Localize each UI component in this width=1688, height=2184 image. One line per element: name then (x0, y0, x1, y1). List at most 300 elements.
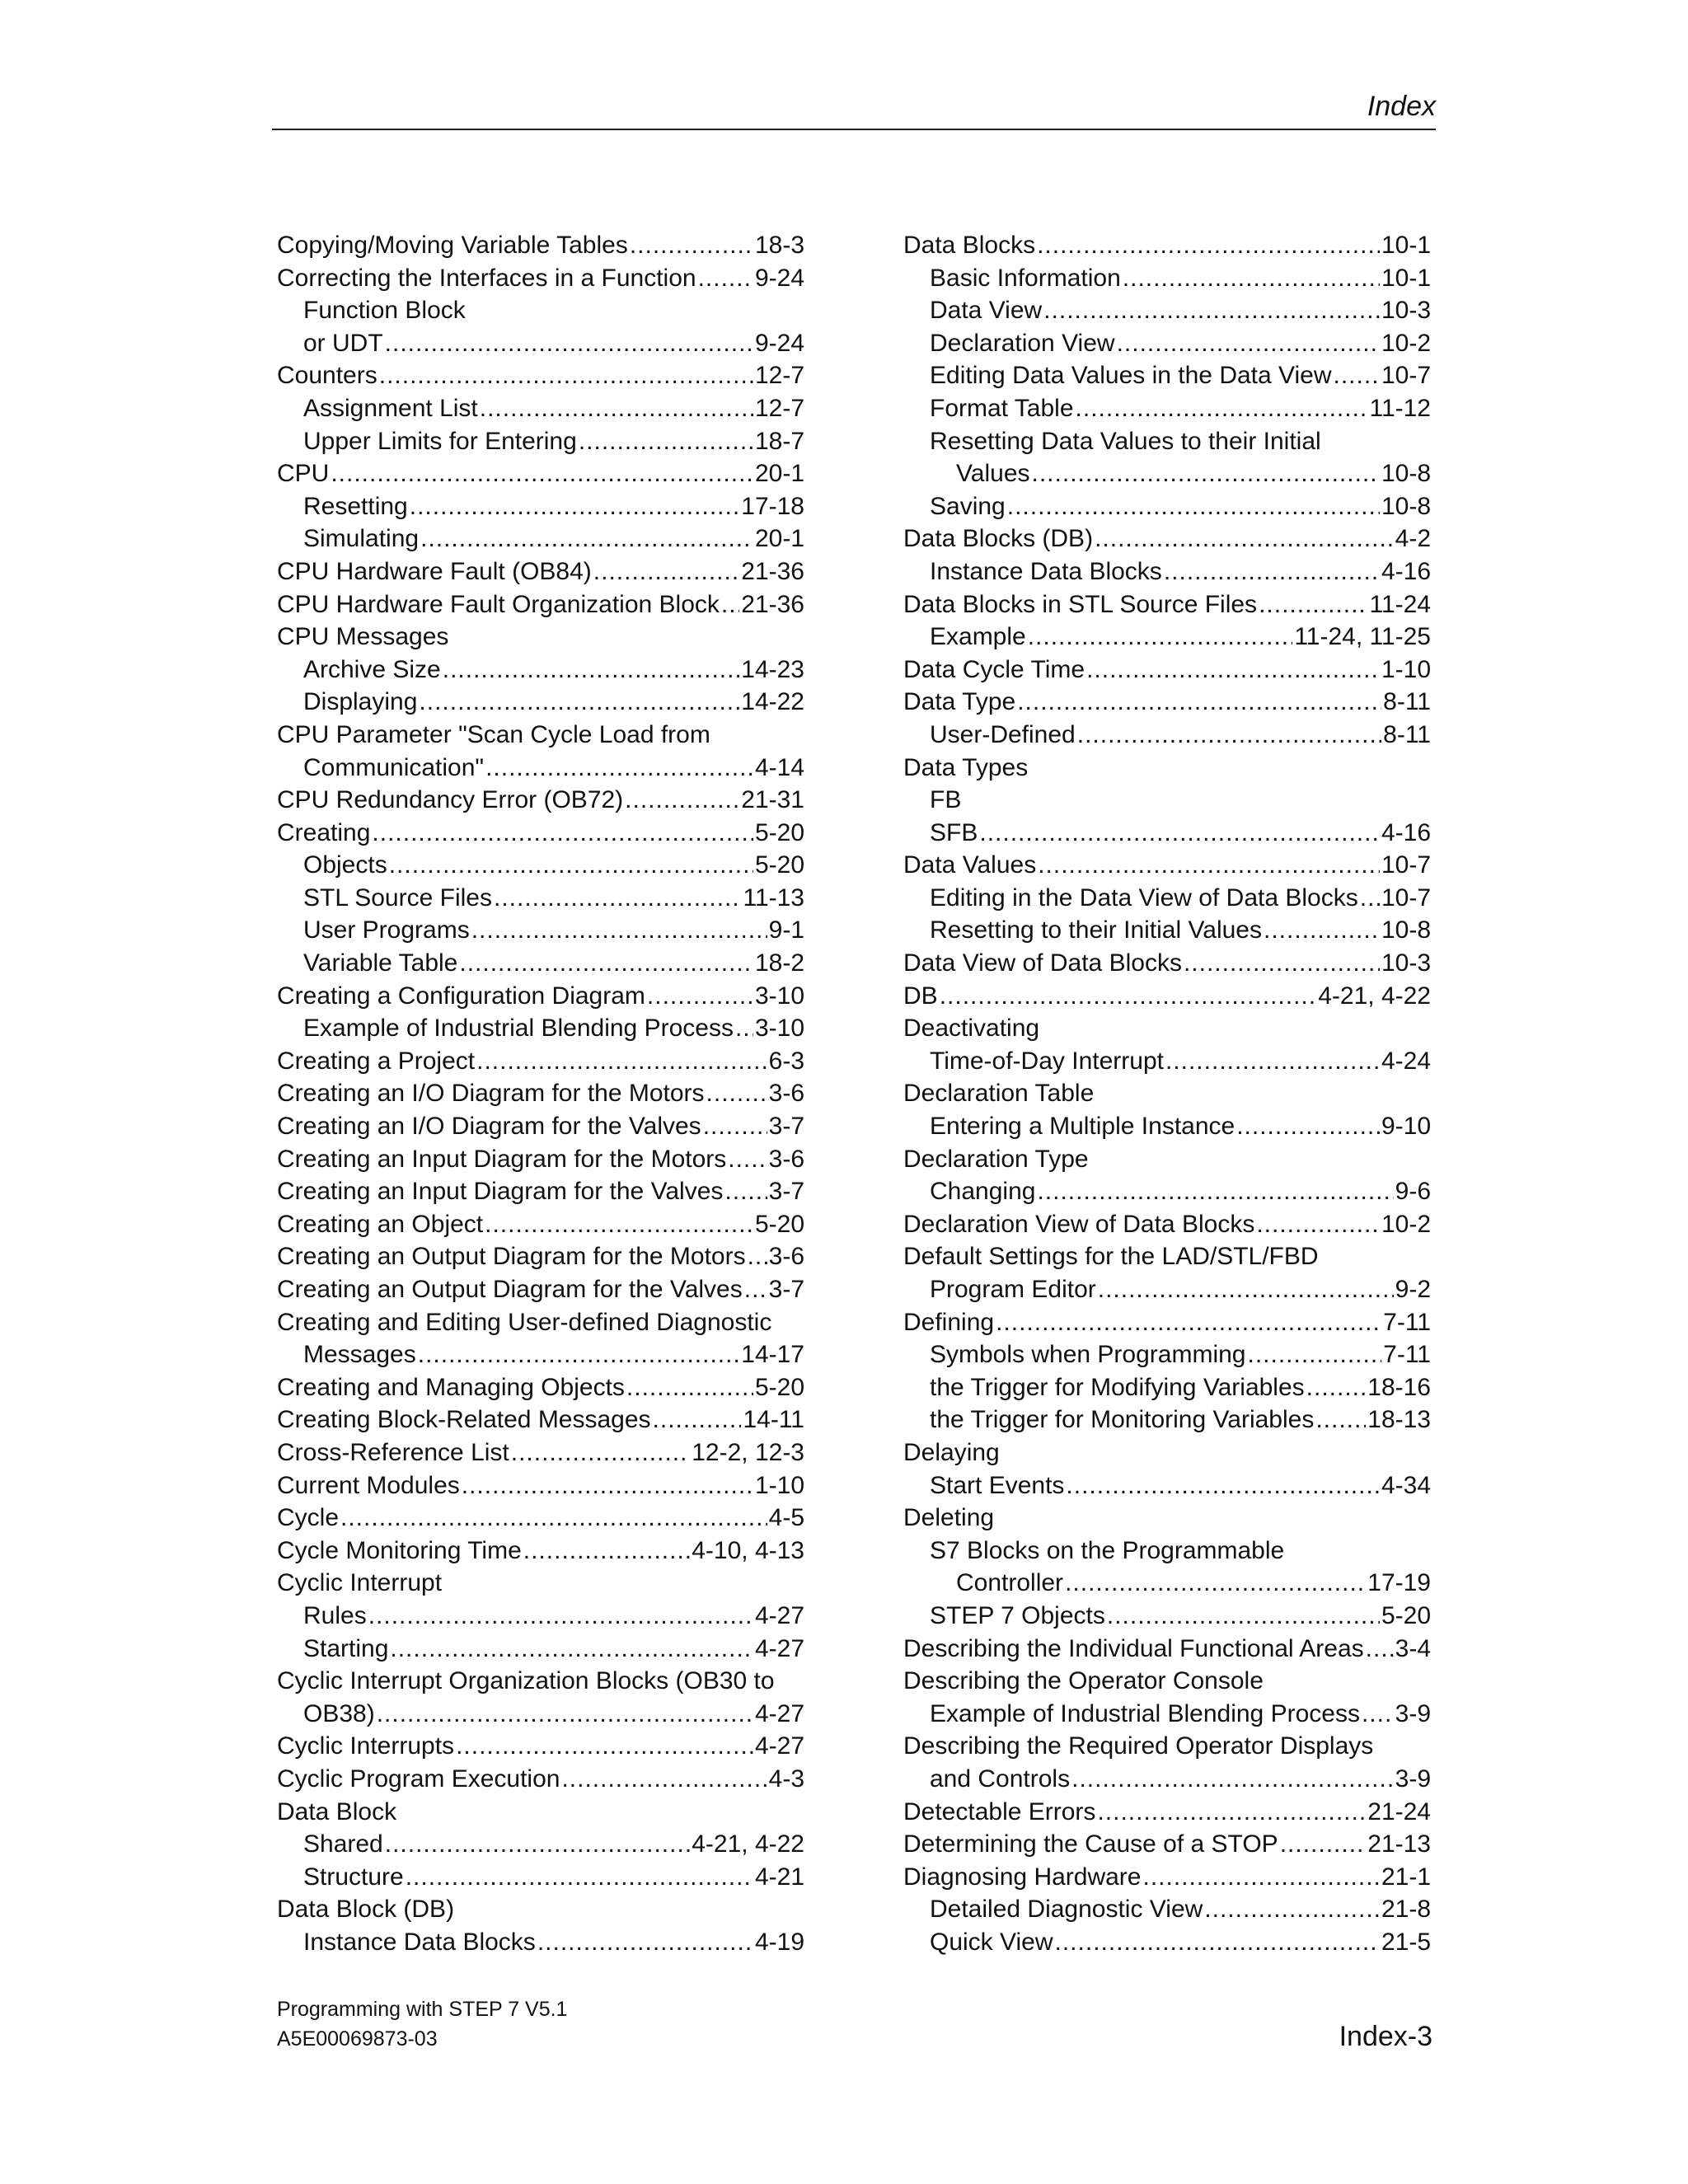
index-entry-page-ref: 21-5 (1381, 1928, 1431, 1956)
index-entry-page-ref: 21-1 (1381, 1863, 1431, 1891)
dot-leader (1076, 392, 1368, 425)
index-entry-page-ref: 4-19 (754, 1928, 804, 1956)
index-entry-term: STL Source Files (303, 883, 492, 912)
index-entry-term: Basic Information (930, 264, 1121, 292)
dot-leader (340, 1502, 767, 1535)
index-entry (277, 784, 804, 817)
index-entry (277, 686, 804, 719)
dot-leader (1256, 1208, 1380, 1241)
index-entry-term: Declaration Table (903, 1080, 1095, 1108)
dot-leader (523, 1535, 690, 1568)
dot-leader (1065, 1567, 1366, 1600)
dot-leader (1037, 1175, 1393, 1208)
index-entry-term: Declaration View of Data Blocks (903, 1210, 1255, 1238)
index-entry-page-ref: 9-2 (1395, 1276, 1431, 1303)
index-entry-term: Symbols when Programming (930, 1341, 1246, 1369)
dot-leader (471, 914, 767, 947)
index-entry-term: Cycle Monitoring Time (277, 1536, 522, 1564)
index-entry (903, 882, 1431, 915)
index-entry-page-ref: 14-22 (741, 688, 804, 716)
index-entry-page-ref: 5-20 (1381, 1601, 1431, 1629)
index-entry-term: Program Editor (930, 1276, 1096, 1303)
dot-leader (456, 1730, 753, 1763)
index-entry-page-ref: 3-7 (768, 1113, 804, 1141)
index-entry (903, 784, 1431, 817)
dot-leader (443, 654, 740, 687)
index-entry-page-ref: 4-27 (754, 1634, 804, 1662)
index-entry (903, 1208, 1431, 1241)
index-entry-page-ref: 18-7 (754, 427, 804, 455)
index-entry-term: Creating a Configuration Diagram (277, 982, 645, 1010)
index-entry (903, 1600, 1431, 1633)
index-entry-page-ref: 1-10 (1381, 655, 1431, 683)
dot-leader (480, 392, 753, 425)
index-entry (277, 457, 804, 490)
index-entry-page-ref: 3-7 (768, 1276, 804, 1303)
index-entry (903, 1502, 1431, 1535)
index-entry-term: Resetting (303, 492, 408, 520)
index-entry (903, 947, 1431, 980)
index-entry (277, 1828, 804, 1861)
index-entry-page-ref: 21-36 (741, 557, 804, 585)
dot-leader (735, 1012, 753, 1045)
index-entry-page-ref: 10-8 (1381, 492, 1431, 520)
index-entry-term: Cross-Reference List (277, 1438, 509, 1466)
dot-leader (1028, 621, 1293, 654)
dot-leader (390, 1633, 753, 1666)
dot-leader (996, 1306, 1381, 1339)
dot-leader (1038, 849, 1380, 882)
index-entry-term: Data Blocks (903, 232, 1036, 259)
dot-leader (331, 457, 753, 490)
index-entry-term: Diagnosing Hardware (903, 1863, 1142, 1891)
dot-leader (485, 752, 753, 785)
index-entry-term: Counters (277, 362, 377, 390)
index-entry (277, 1240, 804, 1273)
index-entry (277, 654, 804, 687)
index-entry-term: Delaying (903, 1438, 1000, 1466)
index-entry (277, 882, 804, 915)
dot-leader (1017, 686, 1381, 719)
index-entry-term: S7 Blocks on the Programmable (930, 1536, 1285, 1564)
index-entry (277, 914, 804, 947)
dot-leader (561, 1763, 767, 1796)
index-entry-term: Cycle (277, 1504, 340, 1532)
index-entry-term: Data View of Data Blocks (903, 949, 1182, 977)
index-entry-term: Cyclic Program Execution (277, 1765, 560, 1793)
index-entry-term: Data Values (903, 851, 1037, 879)
dot-leader (385, 1828, 690, 1861)
index-entry-page-ref: 20-1 (754, 460, 804, 488)
index-entry-term: Objects (303, 851, 387, 879)
index-entry-term: Creating a Project (277, 1047, 476, 1075)
index-entry (903, 849, 1431, 882)
index-entry (277, 1469, 804, 1502)
dot-leader (1259, 588, 1367, 621)
dot-leader (1306, 1371, 1367, 1404)
index-entry-page-ref: 4-27 (754, 1699, 804, 1727)
index-entry-term: Shared (303, 1830, 383, 1858)
index-entry-page-ref: 3-7 (768, 1178, 804, 1206)
dot-leader (1204, 1893, 1380, 1926)
index-entry-term: Copying/Moving Variable Tables (277, 232, 628, 259)
index-entry-term: Defining (903, 1308, 995, 1336)
dot-leader (940, 980, 1317, 1013)
index-entry-term: Creating an Output Diagram for the Motors (277, 1243, 746, 1271)
index-entry-page-ref: 4-27 (754, 1732, 804, 1760)
index-entry-page-ref: 10-2 (1381, 1210, 1431, 1238)
index-entry-term: Data Types (903, 753, 1029, 781)
index-entry-term: Start Events (930, 1471, 1065, 1499)
index-entry (277, 1404, 804, 1436)
index-entry (277, 229, 804, 262)
index-entry (277, 1436, 804, 1469)
index-entry-term: Saving (930, 492, 1006, 520)
index-entry-page-ref: 9-6 (1395, 1178, 1431, 1206)
index-entry-term: Determining the Cause of a STOP (903, 1830, 1278, 1858)
index-entry (277, 1371, 804, 1404)
index-entry (903, 1012, 1431, 1045)
index-entry-page-ref: 18-13 (1367, 1406, 1431, 1434)
dot-leader (1366, 1633, 1394, 1666)
dot-leader (389, 849, 753, 882)
dot-leader (626, 1371, 753, 1404)
dot-leader (406, 1861, 753, 1894)
footer-document-number: A5E00069873-03 (277, 2027, 438, 2050)
dot-leader (485, 1208, 753, 1241)
dot-leader (703, 1110, 767, 1143)
index-column-left (277, 229, 804, 1958)
index-entry (903, 425, 1431, 458)
index-entry-page-ref: 4-10, 4-13 (692, 1536, 804, 1564)
dot-leader (1360, 882, 1380, 915)
index-entry (277, 621, 804, 654)
index-entry-term: Function Block (303, 297, 466, 325)
index-entry-page-ref: 9-24 (754, 329, 804, 357)
index-entry-page-ref: 4-21 (754, 1863, 804, 1891)
index-entry (277, 1338, 804, 1371)
index-entry-page-ref: 17-18 (741, 492, 804, 520)
index-entry (903, 1240, 1431, 1273)
index-entry-page-ref: 10-8 (1381, 460, 1431, 488)
index-entry-term: Creating an Output Diagram for the Valves (277, 1276, 743, 1303)
index-entry (277, 752, 804, 785)
index-entry-term: CPU Hardware Fault Organization Block (277, 590, 720, 618)
index-entry-page-ref: 3-9 (1395, 1765, 1431, 1793)
index-entry-term: Cyclic Interrupts (277, 1732, 455, 1760)
index-entry-term: Rules (303, 1601, 367, 1629)
index-entry-term: CPU Hardware Fault (OB84) (277, 557, 592, 585)
index-entry-term: Example of Industrial Blending Process (303, 1015, 734, 1043)
index-entry-term: Starting (303, 1634, 389, 1662)
index-entry (277, 359, 804, 392)
index-entry (277, 1502, 804, 1535)
index-entry-term: Creating (277, 818, 371, 846)
index-entry-page-ref: 21-13 (1367, 1830, 1431, 1858)
index-entry (903, 1110, 1431, 1143)
dot-leader (1037, 229, 1380, 262)
index-entry-page-ref: 9-1 (768, 916, 804, 944)
index-entry (277, 1012, 804, 1045)
index-entry-term: Deleting (903, 1504, 995, 1532)
index-entry-page-ref: 4-21, 4-22 (692, 1830, 804, 1858)
index-entry (903, 752, 1431, 785)
index-entry-page-ref: 9-10 (1381, 1113, 1431, 1141)
dot-leader (379, 359, 753, 392)
index-entry (903, 1404, 1431, 1436)
index-entry-term: Cyclic Interrupt Organization Blocks (OB30 to (277, 1667, 775, 1695)
index-entry-term: CPU Messages (277, 623, 449, 651)
dot-leader (1071, 1763, 1394, 1796)
index-entry-page-ref: 10-8 (1381, 916, 1431, 944)
footer-document-title: Programming with STEP 7 V5.1 (277, 1998, 568, 2021)
dot-leader (748, 1240, 767, 1273)
index-entry-page-ref: 21-8 (1381, 1896, 1431, 1924)
dot-leader (579, 425, 753, 458)
index-entry-term: Resetting Data Values to their Initial (930, 427, 1321, 455)
index-entry (903, 327, 1431, 360)
index-entry-term: Instance Data Blocks (930, 557, 1162, 585)
dot-leader (1236, 1110, 1380, 1143)
dot-leader (377, 1698, 753, 1731)
index-entry (277, 1861, 804, 1894)
index-entry-term: Data View (930, 297, 1043, 325)
index-entry (277, 947, 804, 980)
index-entry-term: Describing the Individual Functional Areas (903, 1634, 1364, 1662)
index-entry (903, 490, 1431, 523)
dot-leader (744, 1273, 767, 1306)
index-entry-term: Editing Data Values in the Data View (930, 362, 1332, 390)
dot-leader (1247, 1338, 1381, 1371)
index-entry-page-ref: 4-5 (768, 1504, 804, 1532)
index-entry (277, 1763, 804, 1796)
index-entry (903, 294, 1431, 327)
index-entry-page-ref: 4-16 (1381, 818, 1431, 846)
index-entry (903, 1436, 1431, 1469)
dot-leader (418, 1338, 740, 1371)
index-entry-term: Current Modules (277, 1471, 460, 1499)
index-entry (903, 262, 1431, 295)
dot-leader (420, 523, 753, 555)
dot-leader (511, 1436, 690, 1469)
index-entry (277, 1273, 804, 1306)
index-entry-page-ref: 3-4 (1395, 1634, 1431, 1662)
index-entry-term: FB (930, 786, 962, 814)
index-entry-page-ref: 4-27 (754, 1601, 804, 1629)
dot-leader (979, 817, 1380, 850)
index-entry-term: Format Table (930, 394, 1074, 422)
index-entry-page-ref: 14-17 (741, 1341, 804, 1369)
dot-leader (1097, 1796, 1366, 1829)
dot-leader (1007, 490, 1380, 523)
dot-leader (1066, 1469, 1380, 1502)
dot-leader (1043, 294, 1380, 327)
index-entry-page-ref: 3-9 (1395, 1699, 1431, 1727)
index-entry-page-ref: 18-2 (754, 949, 804, 977)
index-entry-term: User Programs (303, 916, 470, 944)
index-entry-term: Cyclic Interrupt (277, 1569, 443, 1597)
index-entry-page-ref: 4-3 (768, 1765, 804, 1793)
index-entry (903, 1567, 1431, 1600)
index-entry (903, 359, 1431, 392)
dot-leader (1164, 555, 1380, 588)
dot-leader (1032, 457, 1380, 490)
index-entry-term: OB38) (303, 1699, 375, 1727)
index-entry (277, 490, 804, 523)
index-entry-page-ref: 20-1 (754, 525, 804, 553)
index-entry-page-ref: 10-3 (1381, 297, 1431, 325)
index-entry (903, 1077, 1431, 1110)
index-entry-page-ref: 10-1 (1381, 232, 1431, 259)
index-entry-page-ref: 8-11 (1383, 688, 1431, 716)
index-entry-term: Upper Limits for Entering (303, 427, 577, 455)
index-entry-term: Editing in the Data View of Data Blocks (930, 883, 1358, 912)
index-entry-page-ref: 14-23 (741, 655, 804, 683)
index-entry-page-ref: 11-24 (1369, 590, 1431, 618)
index-entry-term: Changing (930, 1178, 1036, 1206)
index-entry (903, 1730, 1431, 1763)
dot-leader (459, 947, 753, 980)
index-entry (277, 1567, 804, 1600)
index-entry (277, 1633, 804, 1666)
index-entry (277, 1208, 804, 1241)
index-entry (903, 1796, 1431, 1829)
dot-leader (1315, 1404, 1366, 1436)
dot-leader (368, 1600, 753, 1633)
dot-leader (1334, 359, 1380, 392)
index-entry (903, 1338, 1431, 1371)
index-entry (277, 980, 804, 1013)
index-entry-term: Creating and Editing User-defined Diagnostic (277, 1308, 772, 1336)
index-entry (903, 1763, 1431, 1796)
index-entry (903, 1893, 1431, 1926)
index-entry (277, 1110, 804, 1143)
index-entry (903, 1861, 1431, 1894)
index-entry-term: Data Block (277, 1797, 397, 1825)
index-entry-page-ref: 12-7 (754, 394, 804, 422)
index-entry (277, 719, 804, 752)
index-entry (903, 555, 1431, 588)
dot-leader (1264, 914, 1380, 947)
index-entry-term: Entering a Multiple Instance (930, 1113, 1236, 1141)
index-entry-page-ref: 11-24, 11-25 (1294, 623, 1431, 651)
index-entry-term: SFB (930, 818, 978, 846)
dot-leader (1123, 262, 1380, 295)
index-entry (277, 1600, 804, 1633)
index-entry-term: CPU Redundancy Error (OB72) (277, 786, 624, 814)
index-entry-term: Displaying (303, 688, 418, 716)
index-entry-term: DB (903, 982, 938, 1010)
index-entry (277, 1143, 804, 1176)
index-entry-term: Creating an Object (277, 1210, 484, 1238)
index-entry-term: Creating an I/O Diagram for the Motors (277, 1080, 705, 1108)
index-entry-page-ref: 3-6 (768, 1145, 804, 1173)
index-entry-page-ref: 5-20 (754, 1373, 804, 1401)
index-entry-term: Creating an Input Diagram for the Motors (277, 1145, 727, 1173)
dot-leader (647, 980, 753, 1013)
index-entry (903, 719, 1431, 752)
dot-leader (1055, 1926, 1380, 1959)
index-entry (903, 1371, 1431, 1404)
index-entry-page-ref: 7-11 (1383, 1341, 1431, 1369)
index-entry (903, 523, 1431, 555)
index-entry (903, 1469, 1431, 1502)
dot-leader (1077, 719, 1381, 752)
index-entry-term: Creating Block-Related Messages (277, 1406, 651, 1434)
index-entry (903, 1926, 1431, 1959)
index-entry-term: the Trigger for Monitoring Variables (930, 1406, 1315, 1434)
index-entry-page-ref: 4-21, 4-22 (1318, 982, 1431, 1010)
index-entry-page-ref: 4-16 (1381, 557, 1431, 585)
index-entry (903, 1045, 1431, 1078)
index-entry-term: Correcting the Interfaces in a Function (277, 264, 696, 292)
index-entry-term: Archive Size (303, 655, 441, 683)
index-entry-page-ref: 10-1 (1381, 264, 1431, 292)
index-entry-page-ref: 5-20 (754, 1210, 804, 1238)
dot-leader (1107, 1600, 1380, 1633)
index-entry-page-ref: 4-34 (1381, 1471, 1431, 1499)
index-entry (277, 1665, 804, 1698)
index-entry-page-ref: 4-2 (1395, 525, 1431, 553)
index-entry-page-ref: 3-10 (754, 982, 804, 1010)
index-entry (277, 392, 804, 425)
index-entry (903, 457, 1431, 490)
index-entry-term: Describing the Operator Console (903, 1667, 1264, 1695)
dot-leader (724, 1175, 767, 1208)
index-entry-term: Messages (303, 1341, 416, 1369)
dot-leader (630, 229, 753, 262)
index-entry-page-ref: 12-2, 12-3 (692, 1438, 804, 1466)
dot-leader (698, 262, 753, 295)
index-entry-term: STEP 7 Objects (930, 1601, 1105, 1629)
dot-leader (1143, 1861, 1380, 1894)
index-entry (903, 1698, 1431, 1731)
index-entry (277, 262, 804, 295)
dot-leader (1086, 654, 1380, 687)
dot-leader (1280, 1828, 1367, 1861)
index-entry (903, 1665, 1431, 1698)
dot-leader (385, 327, 753, 360)
dot-leader (1184, 947, 1380, 980)
dot-leader (706, 1077, 767, 1110)
index-entry-term: Describing the Required Operator Displays (903, 1732, 1374, 1760)
index-entry-page-ref: 14-11 (743, 1406, 804, 1434)
index-entry-page-ref: 4-24 (1381, 1047, 1431, 1075)
index-entry (277, 849, 804, 882)
index-entry-page-ref: 21-24 (1367, 1797, 1431, 1825)
index-entry-term: CPU (277, 460, 330, 488)
index-entry-term: Values (956, 460, 1030, 488)
index-entry (277, 1175, 804, 1208)
index-entry (277, 294, 804, 327)
index-entry-page-ref: 21-36 (741, 590, 804, 618)
index-entry (277, 1893, 804, 1926)
index-entry-term: Simulating (303, 525, 420, 553)
index-entry-term: Time-of-Day Interrupt (930, 1047, 1164, 1075)
index-entry (277, 1306, 804, 1339)
index-entry-page-ref: 10-7 (1381, 362, 1431, 390)
index-entry (903, 1828, 1431, 1861)
dot-leader (476, 1045, 767, 1078)
page-header-title: Index (1367, 91, 1436, 122)
index-entry (277, 817, 804, 850)
index-entry-term: the Trigger for Modifying Variables (930, 1373, 1305, 1401)
index-entry (903, 621, 1431, 654)
index-entry (277, 1045, 804, 1078)
index-entry (277, 1796, 804, 1829)
index-entry-term: CPU Parameter "Scan Cycle Load from (277, 720, 710, 748)
index-entry-term: Deactivating (903, 1015, 1040, 1043)
